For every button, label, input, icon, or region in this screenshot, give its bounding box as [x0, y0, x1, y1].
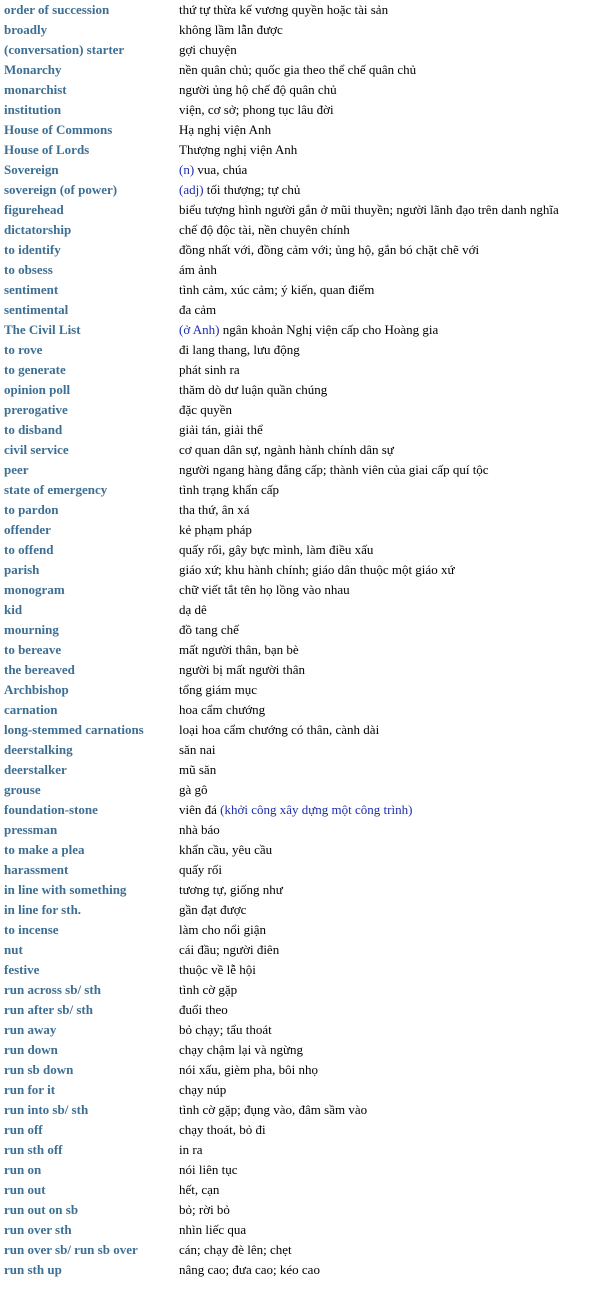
glossary-row — [4, 600, 601, 620]
glossary-definition — [179, 342, 601, 358]
glossary-definition — [179, 862, 601, 878]
glossary-definition — [179, 62, 601, 78]
glossary-definition-text: hoa cẩm chướng — [179, 702, 266, 717]
glossary-row — [4, 500, 601, 520]
glossary-note: (n) — [179, 162, 195, 177]
glossary-definition — [179, 162, 601, 178]
glossary-definition — [179, 582, 601, 598]
glossary-definition-text: chế độ độc tài, nền chuyên chính — [179, 222, 350, 237]
glossary-row — [4, 960, 601, 980]
glossary-definition-text: chạy thoát, bỏ đi — [179, 1122, 266, 1137]
glossary-term: run over sth — [4, 1222, 72, 1237]
glossary-definition-text: săn nai — [179, 742, 216, 757]
glossary-definition — [179, 602, 601, 618]
glossary-term: kid — [4, 602, 23, 617]
glossary-row — [4, 980, 601, 1000]
glossary-definition — [179, 762, 601, 778]
glossary-definition-text: gần đạt được — [179, 902, 247, 917]
glossary-term: House of Commons — [4, 122, 113, 137]
glossary-row — [4, 580, 601, 600]
glossary-term: offender — [4, 522, 51, 537]
glossary-definition — [179, 1222, 601, 1238]
glossary-row — [4, 60, 601, 80]
glossary-row — [4, 920, 601, 940]
glossary-definition — [179, 822, 601, 838]
glossary-row — [4, 1040, 601, 1060]
glossary-definition — [179, 402, 601, 418]
glossary-term: to incense — [4, 922, 59, 937]
glossary-term: House of Lords — [4, 142, 90, 157]
glossary-term: grouse — [4, 782, 41, 797]
glossary-definition-text: đồng nhất với, đồng cảm với; ủng hộ, gắn bó chặt chẽ với — [179, 242, 480, 257]
glossary-definition-text: tha thứ, ân xá — [179, 502, 250, 517]
glossary-definition-text: Thượng nghị viện Anh — [179, 142, 298, 157]
glossary-term: Sovereign — [4, 162, 59, 177]
glossary-definition-text: thứ tự thừa kế vương quyền hoặc tài sản — [179, 2, 389, 17]
glossary-term: long-stemmed carnations — [4, 722, 144, 737]
glossary-definition — [179, 1202, 601, 1218]
glossary-definition — [179, 842, 601, 858]
glossary-note: (khởi công xây dựng một công trình) — [220, 802, 413, 817]
glossary-definition — [179, 882, 601, 898]
glossary-definition-text: bỏ chạy; tẩu thoát — [179, 1022, 272, 1037]
glossary-row — [4, 200, 601, 220]
glossary-term: The Civil List — [4, 322, 81, 337]
glossary-term: to make a plea — [4, 842, 85, 857]
glossary-definition-text: ám ảnh — [179, 262, 217, 277]
glossary-row — [4, 1220, 601, 1240]
glossary-definition-text: nhà báo — [179, 822, 220, 837]
glossary-definition-text: chạy núp — [179, 1082, 227, 1097]
glossary-term: to rove — [4, 342, 43, 357]
glossary-term: run after sb/ sth — [4, 1002, 93, 1017]
glossary-definition — [179, 1162, 601, 1178]
glossary-definition — [179, 742, 601, 758]
glossary-term: run for it — [4, 1082, 56, 1097]
glossary-definition-text: người bị mất người thân — [179, 662, 306, 677]
glossary-definition-text: quấy rối — [179, 862, 222, 877]
glossary-term: civil service — [4, 442, 69, 457]
glossary-definition — [179, 22, 601, 38]
glossary-row — [4, 680, 601, 700]
glossary-definition-text: đuổi theo — [179, 1002, 228, 1017]
glossary-row — [4, 460, 601, 480]
glossary-term: carnation — [4, 702, 58, 717]
glossary-row — [4, 0, 601, 20]
glossary-definition — [179, 482, 601, 498]
glossary-definition — [179, 942, 601, 958]
glossary-term: to disband — [4, 422, 63, 437]
glossary-definition-text: ngân khoản Nghị viện cấp cho Hoàng gia — [219, 322, 439, 337]
glossary-definition — [179, 1242, 601, 1258]
glossary-definition-text: đặc quyền — [179, 402, 233, 417]
glossary-term: mourning — [4, 622, 59, 637]
glossary-definition-text: gà gô — [179, 782, 208, 797]
glossary-note: (ở Anh) — [179, 322, 220, 337]
glossary-row — [4, 820, 601, 840]
glossary-term: monarchist — [4, 82, 67, 97]
glossary-definition — [179, 42, 601, 58]
glossary-definition-text: chữ viết tắt tên họ lồng vào nhau — [179, 582, 350, 597]
glossary-row — [4, 320, 601, 340]
glossary-row — [4, 1120, 601, 1140]
glossary-row — [4, 180, 601, 200]
glossary-row — [4, 40, 601, 60]
glossary-definition-text: nâng cao; đưa cao; kéo cao — [179, 1262, 320, 1277]
glossary-definition-text: viên đá — [179, 802, 221, 817]
glossary-row — [4, 1160, 601, 1180]
glossary-definition-text: biểu tượng hình người gắn ở mũi thuyền; người lãnh đạo trên danh nghĩa — [179, 202, 559, 217]
glossary-definition-text: hết, cạn — [179, 1182, 220, 1197]
glossary-definition — [179, 1002, 601, 1018]
glossary-term: state of emergency — [4, 482, 108, 497]
glossary-row — [4, 700, 601, 720]
glossary-definition-text: quấy rối, gây bực mình, làm điều xấu — [179, 542, 374, 557]
glossary-row — [4, 240, 601, 260]
glossary-definition — [179, 922, 601, 938]
glossary-row — [4, 440, 601, 460]
glossary-definition — [179, 1102, 601, 1118]
glossary-term: run into sb/ sth — [4, 1102, 89, 1117]
glossary-definition — [179, 682, 601, 698]
glossary-definition — [179, 542, 601, 558]
glossary-definition-text: đồ tang chế — [179, 622, 239, 637]
glossary-row — [4, 660, 601, 680]
glossary-term: prerogative — [4, 402, 68, 417]
glossary-term: run away — [4, 1022, 57, 1037]
glossary-row — [4, 1100, 601, 1120]
glossary-definition-text: Hạ nghị viện Anh — [179, 122, 272, 137]
glossary-definition — [179, 662, 601, 678]
glossary-row — [4, 1020, 601, 1040]
glossary-row — [4, 400, 601, 420]
glossary-row — [4, 1180, 601, 1200]
glossary-definition — [179, 322, 601, 338]
glossary-definition — [179, 1182, 601, 1198]
glossary-term: festive — [4, 962, 40, 977]
glossary-definition-text: kẻ phạm pháp — [179, 522, 252, 537]
glossary-row — [4, 780, 601, 800]
glossary-definition-text: làm cho nổi giận — [179, 922, 267, 937]
glossary-definition — [179, 202, 601, 218]
glossary-row — [4, 220, 601, 240]
glossary-definition — [179, 1262, 601, 1278]
glossary-definition — [179, 262, 601, 278]
glossary-row — [4, 160, 601, 180]
glossary-term: deerstalker — [4, 762, 67, 777]
glossary-definition — [179, 462, 601, 478]
glossary-definition-text: mũ săn — [179, 762, 217, 777]
glossary-term: figurehead — [4, 202, 64, 217]
glossary-row — [4, 940, 601, 960]
glossary-definition — [179, 782, 601, 798]
glossary-row — [4, 560, 601, 580]
glossary-definition-text: chạy chậm lại và ngừng — [179, 1042, 304, 1057]
glossary-definition — [179, 82, 601, 98]
glossary-row — [4, 860, 601, 880]
glossary-row — [4, 800, 601, 820]
glossary-term: run off — [4, 1122, 43, 1137]
glossary-definition — [179, 282, 601, 298]
glossary-term: order of succession — [4, 2, 110, 17]
glossary-definition — [179, 142, 601, 158]
glossary-definition-text: tình trạng khẩn cấp — [179, 482, 279, 497]
glossary-definition — [179, 182, 601, 198]
glossary-term: deerstalking — [4, 742, 73, 757]
glossary-term: to identify — [4, 242, 61, 257]
glossary-term: opinion poll — [4, 382, 71, 397]
glossary-term: sentimental — [4, 302, 69, 317]
glossary-definition-text: người ngang hàng đẳng cấp; thành viên của giai cấp quí tộc — [179, 462, 489, 477]
glossary-term: to generate — [4, 362, 66, 377]
glossary-definition-text: giải tán, giải thể — [179, 422, 263, 437]
glossary-term: run sth up — [4, 1262, 62, 1277]
glossary-definition-text: tối thượng; tự chủ — [203, 182, 301, 197]
glossary-definition-text: không lầm lẫn được — [179, 22, 283, 37]
glossary-term: sentiment — [4, 282, 59, 297]
glossary-definition — [179, 642, 601, 658]
glossary-list — [4, 0, 601, 1280]
glossary-row — [4, 360, 601, 380]
glossary-term: Monarchy — [4, 62, 62, 77]
glossary-row — [4, 380, 601, 400]
glossary-definition — [179, 102, 601, 118]
glossary-definition-text: bỏ; rời bỏ — [179, 1202, 230, 1217]
glossary-definition-text: tổng giám mục — [179, 682, 257, 697]
glossary-term: Archbishop — [4, 682, 69, 697]
glossary-row — [4, 340, 601, 360]
glossary-definition — [179, 242, 601, 258]
glossary-row — [4, 880, 601, 900]
glossary-term: run sth off — [4, 1142, 63, 1157]
glossary-definition — [179, 1042, 601, 1058]
glossary-term: harassment — [4, 862, 69, 877]
glossary-definition — [179, 522, 601, 538]
glossary-definition-text: nói liên tục — [179, 1162, 238, 1177]
glossary-row — [4, 520, 601, 540]
glossary-row — [4, 1240, 601, 1260]
glossary-row — [4, 1200, 601, 1220]
glossary-row — [4, 480, 601, 500]
glossary-term: in line for sth. — [4, 902, 82, 917]
glossary-term: monogram — [4, 582, 65, 597]
glossary-definition-text: vua, chúa — [194, 162, 248, 177]
glossary-row — [4, 640, 601, 660]
glossary-definition-text: nền quân chủ; quốc gia theo thể chế quân chủ — [179, 62, 417, 77]
glossary-row — [4, 840, 601, 860]
glossary-row — [4, 420, 601, 440]
glossary-row — [4, 1000, 601, 1020]
glossary-definition-text: tình cảm, xúc cảm; ý kiến, quan điểm — [179, 282, 375, 297]
glossary-term: run over sb/ run sb over — [4, 1242, 138, 1257]
glossary-definition-text: tình cờ gặp; đụng vào, đâm sầm vào — [179, 1102, 368, 1117]
glossary-row — [4, 1140, 601, 1160]
glossary-definition — [179, 302, 601, 318]
glossary-term: run down — [4, 1042, 58, 1057]
glossary-definition — [179, 622, 601, 638]
glossary-row — [4, 540, 601, 560]
glossary-term: to bereave — [4, 642, 62, 657]
glossary-term: run sb down — [4, 1062, 74, 1077]
glossary-definition — [179, 422, 601, 438]
glossary-row — [4, 720, 601, 740]
glossary-definition-text: loại hoa cẩm chướng có thân, cành dài — [179, 722, 380, 737]
glossary-definition-text: in ra — [179, 1142, 203, 1157]
glossary-definition-text: đi lang thang, lưu động — [179, 342, 300, 357]
glossary-term: to offend — [4, 542, 54, 557]
glossary-definition-text: thăm dò dư luận quần chúng — [179, 382, 328, 397]
glossary-term: sovereign (of power) — [4, 182, 118, 197]
glossary-row — [4, 900, 601, 920]
glossary-definition — [179, 902, 601, 918]
glossary-definition-text: thuộc về lễ hội — [179, 962, 256, 977]
glossary-term: (conversation) starter — [4, 42, 125, 57]
glossary-definition — [179, 362, 601, 378]
glossary-definition — [179, 122, 601, 138]
glossary-definition — [179, 982, 601, 998]
glossary-definition-text: cán; chạy đè lên; chẹt — [179, 1242, 292, 1257]
glossary-definition — [179, 222, 601, 238]
glossary-definition — [179, 962, 601, 978]
glossary-definition-text: tương tự, giống như — [179, 882, 283, 897]
glossary-term: pressman — [4, 822, 58, 837]
glossary-definition — [179, 562, 601, 578]
glossary-definition — [179, 1142, 601, 1158]
glossary-term: run out on sb — [4, 1202, 79, 1217]
glossary-term: foundation-stone — [4, 802, 98, 817]
glossary-row — [4, 120, 601, 140]
glossary-definition — [179, 1122, 601, 1138]
glossary-row — [4, 140, 601, 160]
glossary-row — [4, 740, 601, 760]
glossary-row — [4, 1060, 601, 1080]
glossary-definition-text: dạ dê — [179, 602, 207, 617]
glossary-definition — [179, 1062, 601, 1078]
glossary-definition — [179, 502, 601, 518]
glossary-term: nut — [4, 942, 23, 957]
glossary-term: run out — [4, 1182, 46, 1197]
glossary-definition-text: nhìn liếc qua — [179, 1222, 247, 1237]
glossary-term: broadly — [4, 22, 48, 37]
glossary-definition-text: cơ quan dân sự, ngành hành chính dân sự — [179, 442, 394, 457]
glossary-row — [4, 280, 601, 300]
glossary-definition-text: khẩn cầu, yêu cầu — [179, 842, 273, 857]
glossary-term: to obsess — [4, 262, 53, 277]
glossary-definition-text: tình cờ gặp — [179, 982, 238, 997]
glossary-row — [4, 300, 601, 320]
glossary-row — [4, 760, 601, 780]
glossary-definition — [179, 722, 601, 738]
glossary-term: in line with something — [4, 882, 127, 897]
glossary-term: the bereaved — [4, 662, 75, 677]
glossary-term: dictatorship — [4, 222, 72, 237]
glossary-term: parish — [4, 562, 40, 577]
glossary-row — [4, 20, 601, 40]
glossary-note: (adj) — [179, 182, 204, 197]
glossary-definition — [179, 1022, 601, 1038]
glossary-definition-text: giáo xứ; khu hành chính; giáo dân thuộc một giáo xứ — [179, 562, 455, 577]
glossary-row — [4, 620, 601, 640]
glossary-definition-text: đa cảm — [179, 302, 217, 317]
glossary-term: run on — [4, 1162, 42, 1177]
glossary-definition — [179, 382, 601, 398]
glossary-definition-text: mất người thân, bạn bè — [179, 642, 299, 657]
glossary-definition-text: gợi chuyện — [179, 42, 237, 57]
glossary-row — [4, 80, 601, 100]
glossary-definition — [179, 442, 601, 458]
glossary-definition — [179, 702, 601, 718]
glossary-definition — [179, 802, 601, 818]
glossary-definition-text: viện, cơ sở; phong tục lâu đời — [179, 102, 334, 117]
glossary-row — [4, 260, 601, 280]
glossary-definition-text: phát sinh ra — [179, 362, 240, 377]
glossary-row — [4, 1080, 601, 1100]
glossary-term: institution — [4, 102, 62, 117]
glossary-term: run across sb/ sth — [4, 982, 101, 997]
glossary-row — [4, 100, 601, 120]
glossary-term: peer — [4, 462, 29, 477]
glossary-definition-text: cái đầu; người điên — [179, 942, 280, 957]
glossary-definition-text: nói xấu, gièm pha, bôi nhọ — [179, 1062, 319, 1077]
glossary-definition — [179, 2, 601, 18]
glossary-definition — [179, 1082, 601, 1098]
glossary-term: to pardon — [4, 502, 59, 517]
glossary-row — [4, 1260, 601, 1280]
glossary-definition-text: người ủng hộ chế độ quân chủ — [179, 82, 337, 97]
